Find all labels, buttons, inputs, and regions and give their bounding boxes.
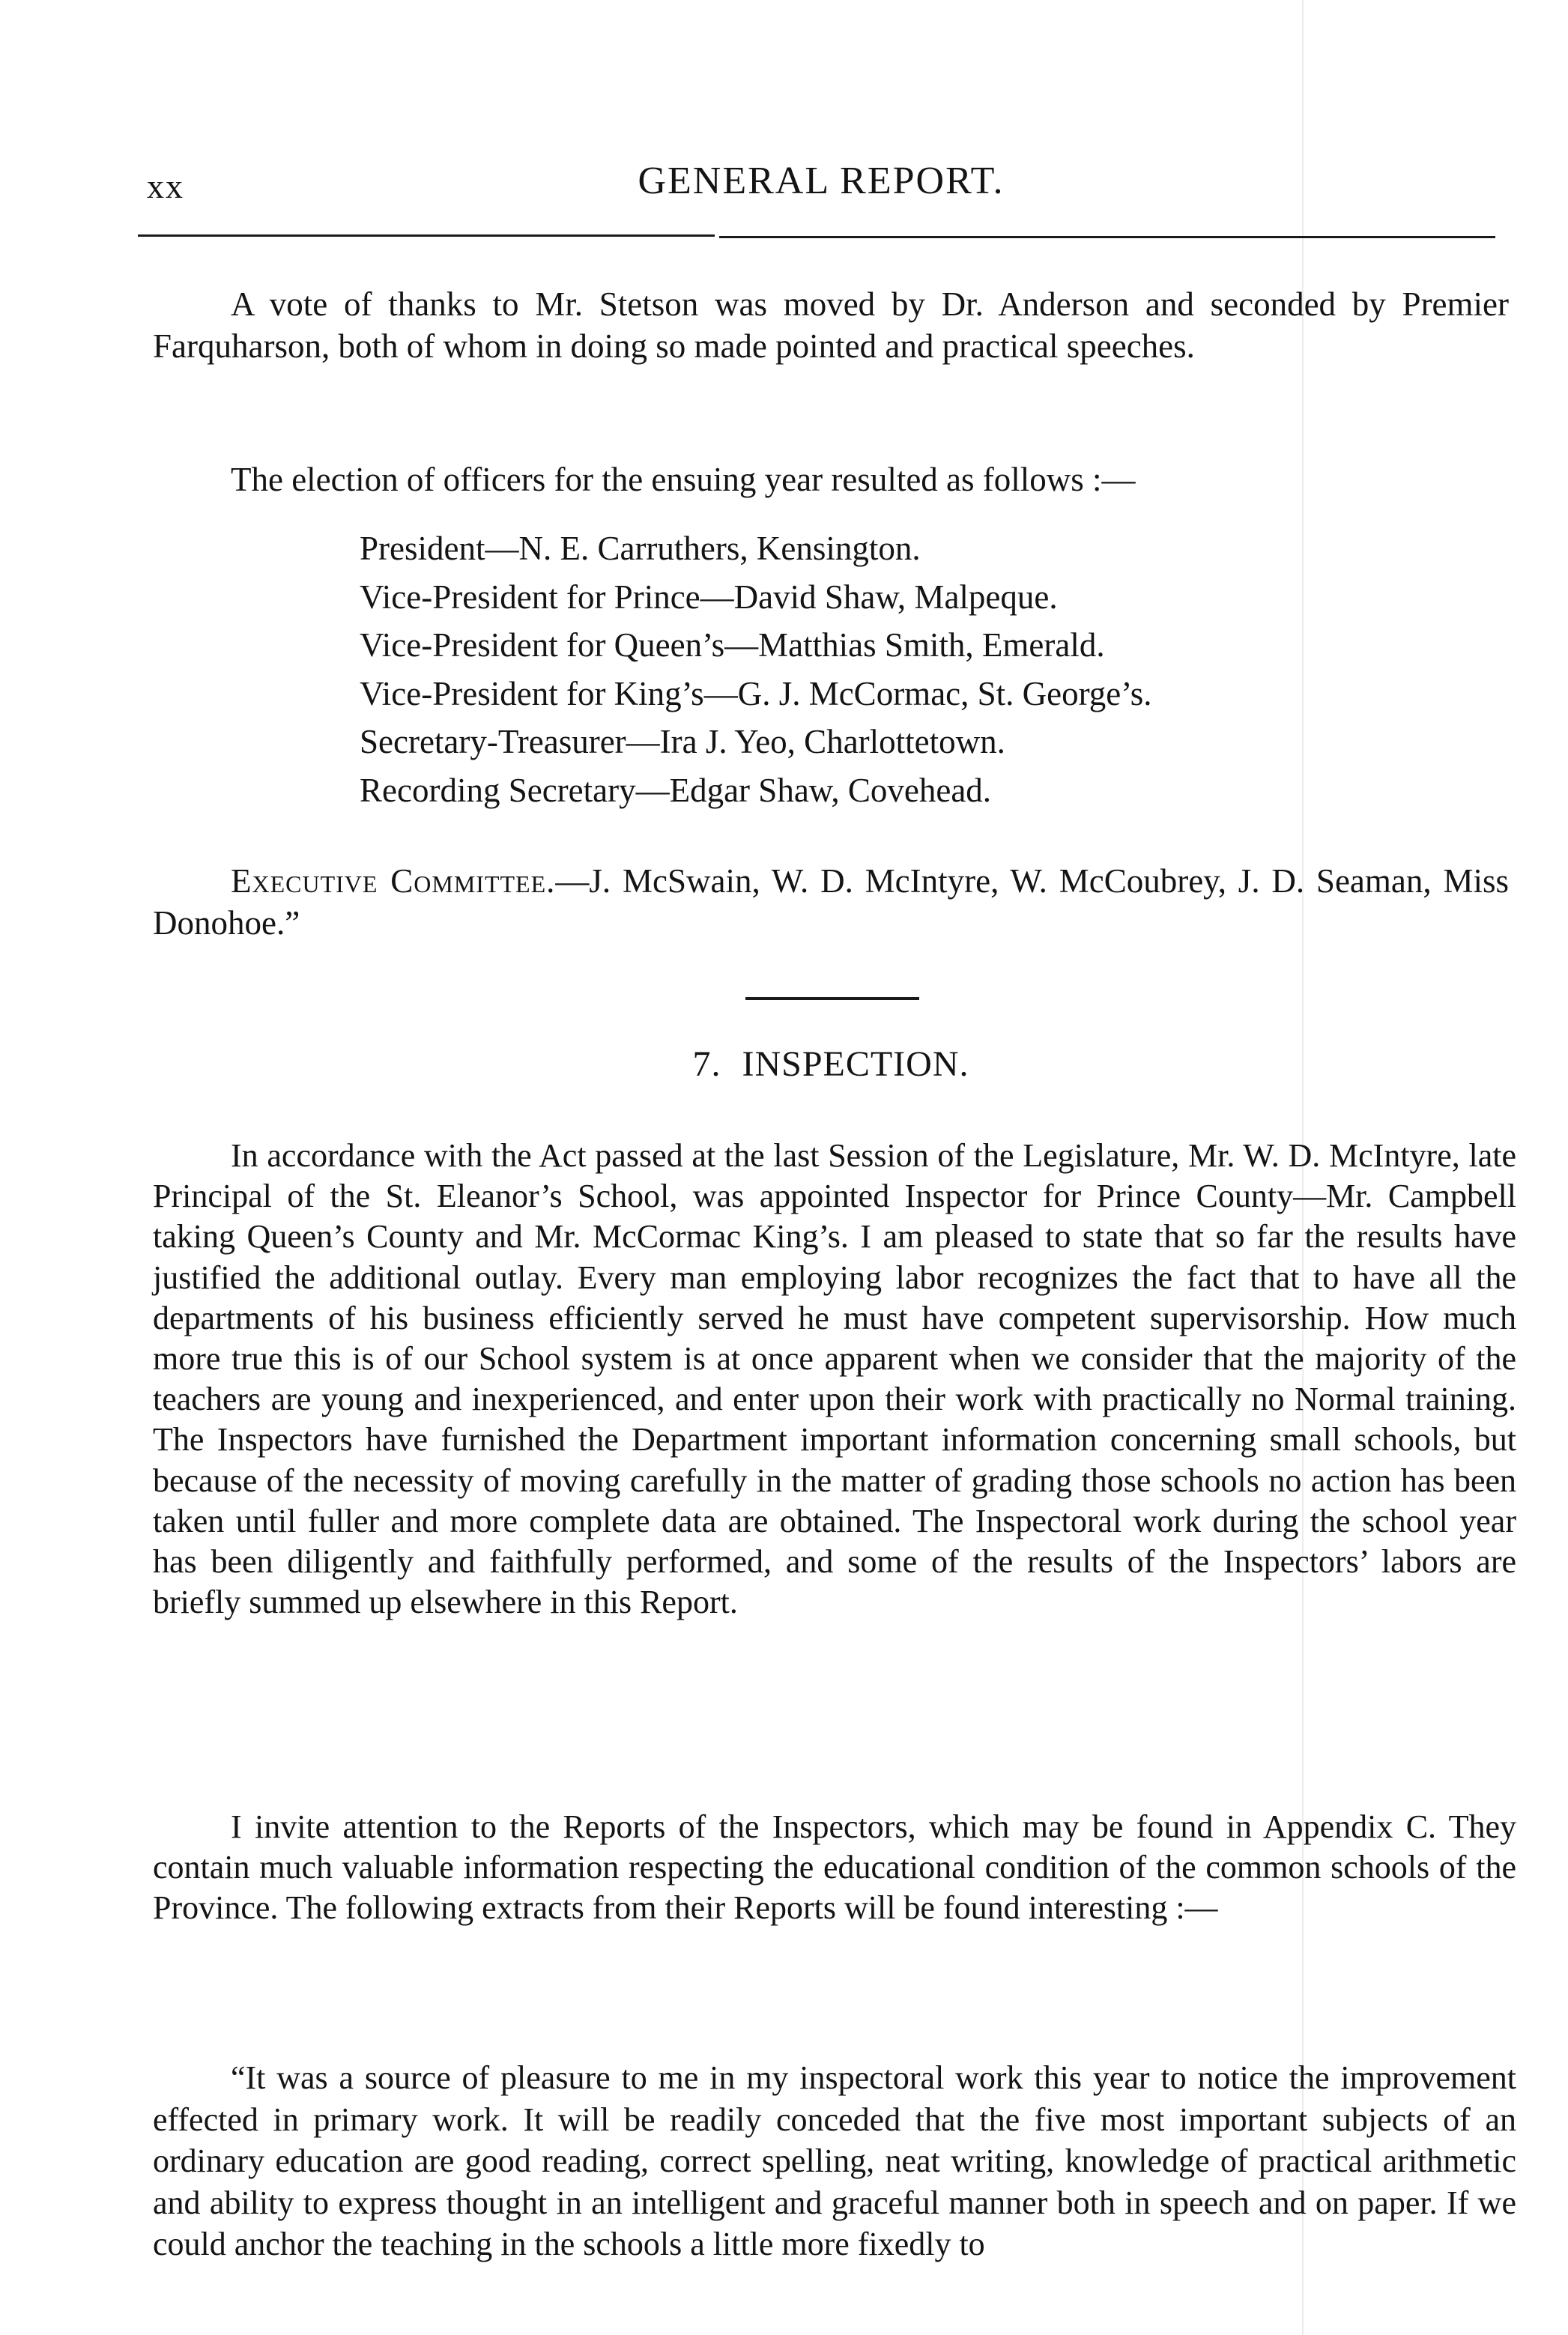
officer-secretary-treasurer: Secretary-Treasurer—Ira J. Yeo, Charlottetown.: [360, 723, 1005, 760]
appendix-paragraph: I invite attention to the Reports of the Inspectors, which may be found in Appendix C. They contain much valuable information respecting the educational condition of the common schools of the Province. The following extracts from their Reports will be found interesting :—: [153, 1808, 1516, 1927]
officer-vp-prince: Vice-President for Prince—David Shaw, Malpeque.: [360, 578, 1058, 616]
executive-committee-members: —J. McSwain, W. D. McIntyre, W. McCoubrey, J. D. Seaman, Miss Donohoe.”: [153, 862, 1509, 942]
running-title: GENERAL REPORT.: [638, 160, 1005, 202]
executive-committee-paragraph: [153, 860, 1509, 944]
executive-committee-label: Executive Committee.: [231, 862, 556, 900]
section-heading: [153, 1044, 1509, 1085]
quoted-extract: “It was a source of pleasure to me in my inspectoral work this year to notice the improvement effected in primary work. It will be readily conceded that the five most important subjects of an ordinary education are good reading, correct spelling, neat writing, knowledge of practical arithmetic and ability to express thought in an intelligent and graceful manner both in speech and on paper. If we could anchor the teaching in the schools a little more fixedly to: [153, 2059, 1516, 2262]
officer-president: President—N. E. Carruthers, Kensington.: [360, 530, 921, 567]
inspection-paragraph: In accordance with the Act passed at the last Session of the Legislature, Mr. W. D. McIntyre, late Principal of the St. Eleanor’s School, was appointed Inspector for Prince County—Mr. Campbell taking Queen’s County and Mr. McCormac King’s. I am pleased to state that so far the results have justified the additional outlay. Every man employing labor recognizes the fact that to have all the departments of his business efficiently served he must have competent supervisorship. How much more true this is of our School system is at once apparent when we consider that the majority of the teachers are young and inexperienced, and enter upon their work with practically no Normal training. The Inspectors have furnished the Department important information concerning small schools, but because of the necessity of moving carefully in the matter of grading those schools no action has been taken until fuller and more complete data are obtained. The Inspectoral work during the school year has been diligently and faithfully performed, and some of the results of the Inspectors’ labors are briefly summed up elsewhere in this Report.: [153, 1137, 1516, 1621]
vote-of-thanks-paragraph: A vote of thanks to Mr. Stetson was moved by Dr. Anderson and seconded by Premier Farquharson, both of whom in doing so made pointed and practical speeches.: [153, 285, 1509, 365]
section-divider: [745, 997, 919, 1000]
page-header: [147, 150, 1495, 210]
section-title: INSPECTION.: [742, 1044, 969, 1084]
officer-vp-queens: Vice-President for Queen’s—Matthias Smith, Emerald.: [360, 626, 1105, 664]
header-rule-right: [719, 236, 1495, 238]
officer-vp-kings: Vice-President for King’s—G. J. McCormac, St. George’s.: [360, 674, 1152, 712]
officer-recording-secretary: Recording Secretary—Edgar Shaw, Covehead.: [360, 771, 992, 809]
header-rule-left: [138, 234, 715, 237]
election-intro-paragraph: The election of officers for the ensuing year resulted as follows :—: [231, 461, 1136, 498]
officers-list: [360, 524, 1408, 814]
page-number: xx: [147, 167, 184, 205]
section-number: 7.: [692, 1044, 721, 1084]
